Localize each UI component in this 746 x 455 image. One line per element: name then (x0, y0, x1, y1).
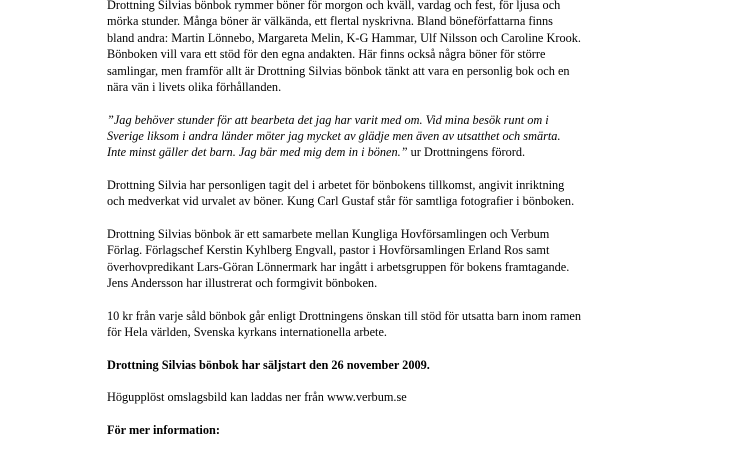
text-line: Bönboken vill vara ett stöd för den egna andakten. Här finns också några böner för större (107, 47, 546, 62)
text-line: Drottning Silvias bönbok rymmer böner för morgon och kväll, vardag och fest, för ljusa och (107, 0, 561, 12)
quote-line: Sverige liksom i andra länder möter jag mycket av glädje men även av utsatthet och smärta. (107, 129, 561, 144)
donation-paragraph (107, 308, 667, 341)
text-line: bland andra: Martin Lönnebo, Margareta Melin, K-G Hammar, Ulf Nilsson och Caroline Krook. (107, 30, 581, 45)
quote-paragraph (107, 112, 667, 161)
text-line: mörka stunder. Många böner är välkända, ett flertal nyskrivna. Bland böneförfattarna finns (107, 14, 553, 29)
more-info-heading: För mer information: (107, 423, 220, 438)
release-date-line: Drottning Silvias bönbok har säljstart den 26 november 2009. (107, 357, 430, 372)
quote-attribution: ur Drottningens förord. (407, 145, 526, 160)
download-line: Högupplöst omslagsbild kan laddas ner från www.verbum.se (107, 390, 407, 405)
text-line: Jens Andersson har illustrerat och formgivit bönboken. (107, 276, 378, 291)
collaboration-paragraph (107, 226, 667, 292)
text-line: samlingar, men framför allt är Drottning Silvias bönbok tänkt att vara en personlig bok och en (107, 63, 570, 78)
text-line: 10 kr från varje såld bönbok går enligt Drottningens önskan till stöd för utsatta barn inom ramen (107, 308, 582, 323)
quote-line: Inte minst gäller det barn. Jag bär med mig dem in i bönen.” (107, 145, 408, 160)
involvement-paragraph (107, 177, 667, 210)
text-line: Drottning Silvia har personligen tagit del i arbetet för bönbokens tillkomst, angivit inriktning (107, 178, 565, 193)
text-line: och medverkat vid urvalet av böner. Kung Carl Gustaf står för samtliga fotografier i bönboken. (107, 194, 575, 209)
document-page (107, 0, 667, 455)
text-line: för Hela världen, Svenska kyrkans internationella arbete. (107, 325, 387, 340)
quote-last-line (107, 144, 667, 160)
text-line: Förlag. Förlagschef Kerstin Kyhlberg Engvall, pastor i Hovförsamlingen Erland Ros samt (107, 243, 550, 258)
quote-line: ”Jag behöver stunder för att bearbeta det jag har varit med om. Vid mina besök runt om i (107, 112, 549, 127)
intro-paragraph (107, 0, 667, 95)
text-line: Drottning Silvias bönbok är ett samarbete mellan Kungliga Hovförsamlingen och Verbum (107, 227, 550, 242)
text-line: överhovpredikant Lars-Göran Lönnermark har ingått i arbetsgruppen för bokens framtagande. (107, 259, 570, 274)
text-line: nära vän i livets olika förhållanden. (107, 80, 282, 95)
